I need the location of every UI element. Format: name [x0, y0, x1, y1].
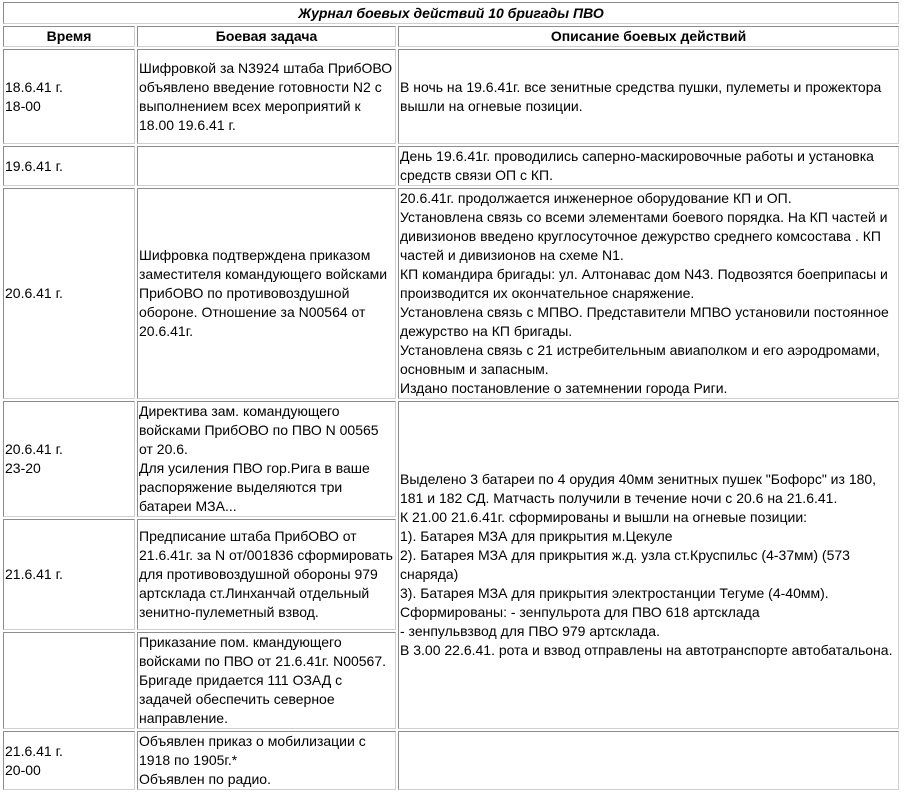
time-cell: 20.6.41 г.: [3, 188, 135, 399]
task-cell: Директива зам. командующего войсками ПрибОВО по ПВО N 00565 от 20.6. Для усиления ПВО гор.Рига в ваше распоряжение выделяются три батареи МЗА...: [137, 401, 396, 517]
time-cell: 21.6.41 г.: [3, 519, 135, 630]
time-cell: 21.6.41 г. 20-00: [3, 731, 135, 790]
task-cell: Приказание пом. кмандующего войсками по ПВО от 21.6.41г. N00567. Бригаде придается 111 ОЗАД с задачей обеспечить северное направление.: [137, 632, 396, 729]
table-row: [3, 731, 899, 790]
table-row: [3, 401, 899, 517]
header-time: Время: [3, 26, 135, 47]
description-cell: 20.6.41г. продолжается инженерное оборудование КП и ОП. Установлена связь со всеми элементами боевого порядка. На КП частей и дивизионов введено круглосуточное дежурство среднего комсостава . КП частей и дивизионов на схеме N1. КП командира бригады: ул. Алтонавас дом N43. Подвозятся боеприпасы и производится их окончательное снаряжение. Установлена связь с МПВО. Представители МПВО установили постоянное дежурство на КП бригады. Установлена связь с 21 истребительным авиаполком и его аэродромами, основным и запасным. Издано постановление о затемнении города Риги.: [398, 188, 899, 399]
title-row: [3, 2, 899, 24]
header-task: Боевая задача: [137, 26, 396, 47]
header-description: Описание боевых действий: [398, 26, 899, 47]
combat-journal-table: [1, 0, 901, 792]
description-cell: День 19.6.41г. проводились саперно-маскировочные работы и установка средств связи ОП с КП.: [398, 146, 899, 186]
time-cell: 18.6.41 г. 18-00: [3, 49, 135, 144]
time-cell: 19.6.41 г.: [3, 146, 135, 186]
merged-description-cell: Выделено 3 батареи по 4 орудия 40мм зенитных пушек "Бофорс" из 180, 181 и 182 СД. Матчасть получили в течение ночи с 20.6 на 21.6.41. К 21.00 21.6.41г. сформированы и вышли на огневые позиции: 1). Батарея МЗА для прикрытия м.Цекуле 2). Батарея МЗА для прикрытия ж.д. узла ст.Круспильс (4-37мм) (573 снаряда) 3). Батарея МЗА для прикрытия электростанции Тегуме (4-40мм). Сформированы: - зенпульрота для ПВО 618 артсклада - зенпульвзвод для ПВО 979 артсклада. В 3.00 22.6.41. рота и взвод отправлены на автотранспорте автобатальона.: [398, 401, 899, 729]
table-title: Журнал боевых действий 10 бригады ПВО: [3, 2, 899, 24]
description-cell: В ночь на 19.6.41г. все зенитные средства пушки, пулеметы и прожектора вышли на огневые позиции.: [398, 49, 899, 144]
task-cell: Шифровкой за N3924 штаба ПрибОВО объявлено введение готовности N2 с выполнением всех мероприятий к 18.00 19.6.41 г.: [137, 49, 396, 144]
table-row: [3, 49, 899, 144]
time-cell: [3, 632, 135, 729]
task-cell: Шифровка подтверждена приказом заместителя командующего войсками ПрибОВО по противовоздушной обороне. Отношение за N00564 от 20.6.41г.: [137, 188, 396, 399]
table-row: [3, 146, 899, 186]
table-row: [3, 188, 899, 399]
header-row: [3, 26, 899, 47]
task-cell: [137, 146, 396, 186]
description-cell: [398, 731, 899, 790]
task-cell: Предписание штаба ПрибОВО от 21.6.41г. за N от/001836 сформировать для противовоздушной обороны 979 артсклада ст.Линханчай отдельный зенитно-пулеметный взвод.: [137, 519, 396, 630]
task-cell: Объявлен приказ о мобилизации с 1918 по 1905г.* Объявлен по радио.: [137, 731, 396, 790]
time-cell: 20.6.41 г. 23-20: [3, 401, 135, 517]
